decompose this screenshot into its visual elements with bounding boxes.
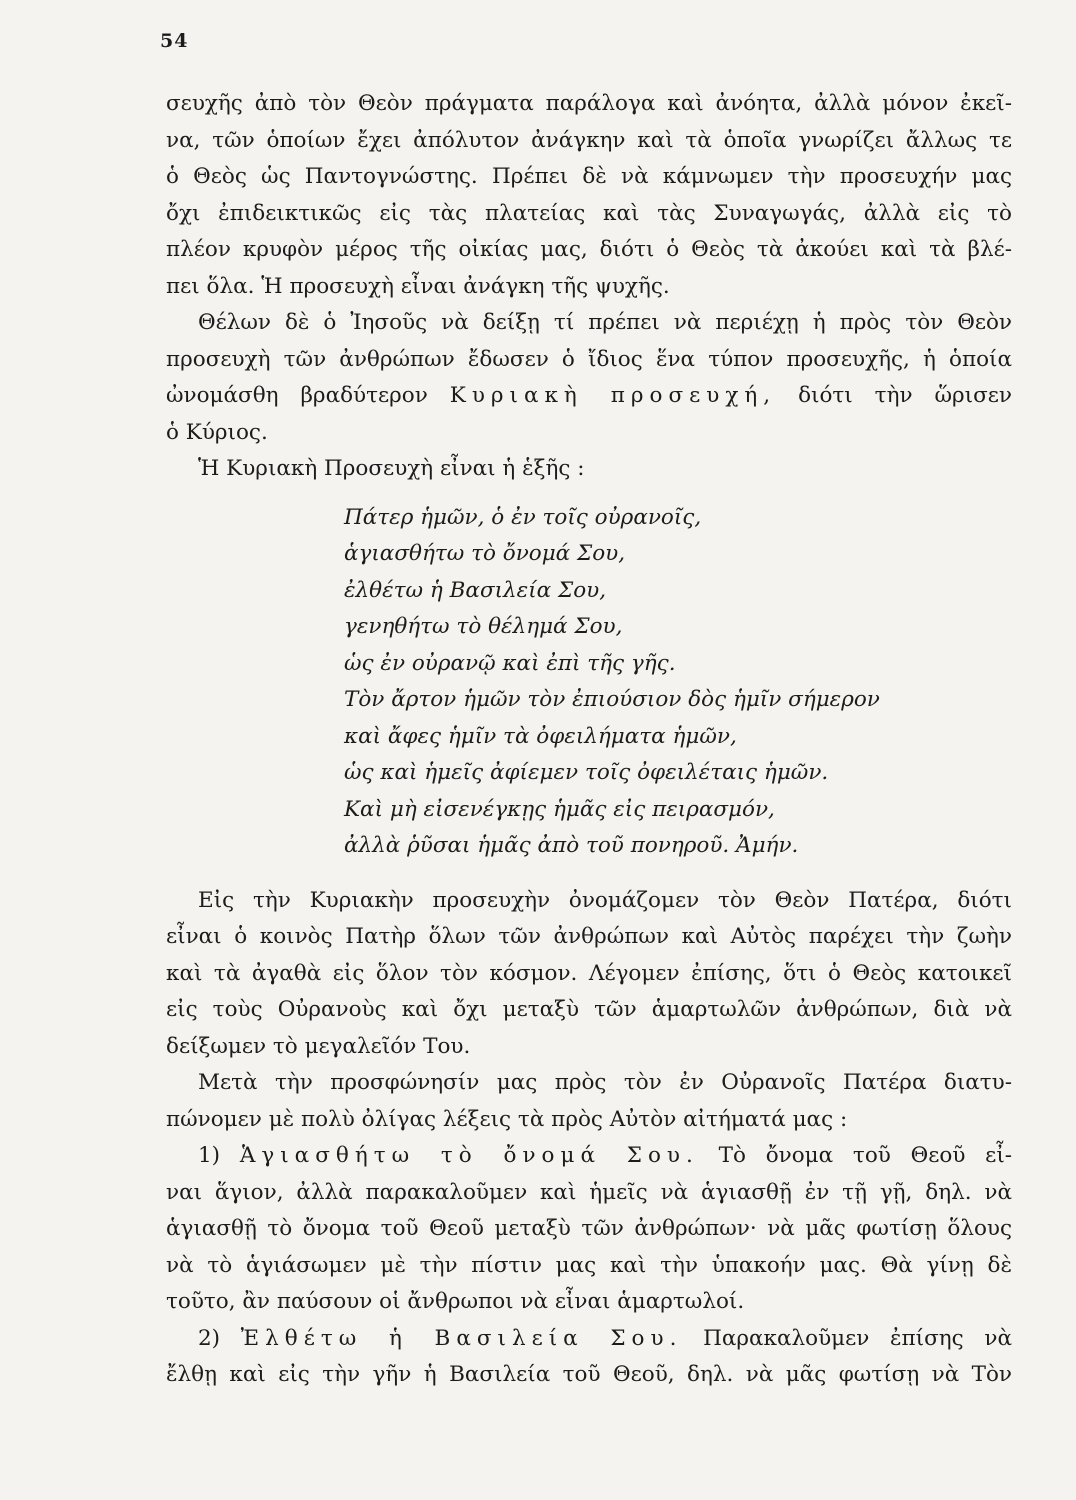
- text-line: ὁ Κύριος.: [166, 419, 268, 445]
- text-line: Μετὰ τὴν προσφώνησίν μας πρὸς τὸν ἐν Οὐρανοῖς Πατέρα διατυ-: [198, 1070, 1012, 1095]
- text-line: Εἰς τὴν Κυριακὴν προσευχὴν ὀνομάζομεν τὸν Θεὸν Πατέρα, διότι: [198, 887, 1012, 913]
- item-number: 2): [198, 1325, 221, 1351]
- text-line: καὶ τὰ ἀγαθὰ εἰς ὅλον τὸν κόσμον. Λέγομεν ἐπίσης, ὅτι ὁ Θεὸς κατοικεῖ: [166, 960, 1012, 986]
- paragraph-2: [166, 305, 1012, 451]
- text-line: δείξωμεν τὸ μεγαλεῖόν Του.: [166, 1033, 471, 1059]
- text-line: νὰ τὸ ἁγιάσωμεν μὲ τὴν πίστιν μας καὶ τὴν ὑπακοήν μας. Θὰ γίνῃ δὲ: [166, 1252, 1012, 1278]
- prayer-line: ἁγιασθήτω τὸ ὄνομά Σου,: [344, 541, 626, 566]
- paragraph-5: [166, 1065, 1012, 1138]
- text-line: ἁγιασθῇ τὸ ὄνομα τοῦ Θεοῦ μεταξὺ τῶν ἀνθρώπων· νὰ μᾶς φωτίσῃ ὅλους: [166, 1216, 1012, 1241]
- item-heading: Ἐλθέτω ἡ Βασιλεία Σου.: [240, 1325, 683, 1351]
- text-line: πλέον κρυφὸν μέρος τῆς οἰκίας μας, διότι ὁ Θεὸς τὰ ἀκούει καὶ τὰ βλέ-: [166, 237, 1012, 262]
- text-line: να, τῶν ὁποίων ἔχει ἀπόλυτον ἀνάγκην καὶ τὰ ὁποῖα γνωρίζει ἄλλως τε: [166, 127, 1012, 153]
- paragraph-4: [166, 883, 1012, 1066]
- page-text: [166, 86, 1012, 1394]
- text-line: ὁ Θεὸς ὡς Παντογνώστης. Πρέπει δὲ νὰ κάμνωμεν τὴν προσευχήν μας: [166, 164, 1012, 189]
- text-line: εἰς τοὺς Οὐρανοὺς καὶ ὄχι μεταξὺ τῶν ἁμαρτωλῶν ἀνθρώπων, διὰ νὰ: [166, 997, 1012, 1022]
- prayer-line: ὡς καὶ ἡμεῖς ἀφίεμεν τοῖς ὀφειλέταις ἡμῶν.: [344, 760, 829, 785]
- list-item-2: [166, 1321, 1012, 1394]
- prayer-line: ἀλλὰ ῥῦσαι ἡμᾶς ἀπὸ τοῦ πονηροῦ. Ἀμήν.: [344, 833, 799, 858]
- prayer-line: ἐλθέτω ἡ Βασιλεία Σου,: [344, 577, 607, 603]
- prayer-line: Τὸν ἄρτον ἡμῶν τὸν ἐπιούσιον δὸς ἡμῖν σήμερον: [344, 687, 880, 712]
- text-line: Ἡ Κυριακὴ Προσευχὴ εἶναι ἡ ἑξῆς :: [198, 456, 585, 481]
- text-segment: Τὸ ὄνομα τοῦ Θεοῦ εἶ-: [718, 1143, 1013, 1168]
- text-line: [166, 1138, 1012, 1175]
- text-line: ἔλθῃ καὶ εἰς τὴν γῆν ἡ Βασιλεία τοῦ Θεοῦ, δηλ. νὰ μᾶς φωτίσῃ νὰ Τὸν: [166, 1362, 1012, 1387]
- text-line: πει ὅλα. Ἡ προσευχὴ εἶναι ἀνάγκη τῆς ψυχῆς.: [166, 273, 670, 299]
- list-item-1: [166, 1138, 1012, 1321]
- text-segment: διότι τὴν ὥρισεν: [798, 383, 1012, 408]
- text-line: σευχῆς ἀπὸ τὸν Θεὸν πράγματα παράλογα καὶ ἀνόητα, ἀλλὰ μόνον ἐκεῖ-: [166, 91, 1012, 116]
- prayer-line: καὶ ἄφες ἡμῖν τὰ ὀφειλήματα ἡμῶν,: [344, 723, 737, 749]
- text-line: ὄχι ἐπιδεικτικῶς εἰς τὰς πλατείας καὶ τὰς Συναγωγάς, ἀλλὰ εἰς τὸ: [166, 200, 1012, 226]
- prayer-line: Πάτερ ἡμῶν, ὁ ἐν τοῖς οὐρανοῖς,: [344, 504, 702, 530]
- text-line: προσευχὴ τῶν ἀνθρώπων ἔδωσεν ὁ ἴδιος ἕνα τύπον προσευχῆς, ἡ ὁποία: [166, 346, 1012, 372]
- paragraph-1: [166, 86, 1012, 305]
- prayer-line: Καὶ μὴ εἰσενέγκῃς ἡμᾶς εἰς πειρασμόν,: [344, 796, 775, 822]
- text-line: Θέλων δὲ ὁ Ἰησοῦς νὰ δείξῃ τί πρέπει νὰ περιέχῃ ἡ πρὸς τὸν Θεὸν: [198, 310, 1012, 335]
- prayer-block: [166, 500, 1012, 865]
- page-number: 54: [160, 30, 189, 52]
- text-line: εἶναι ὁ κοινὸς Πατὴρ ὅλων τῶν ἀνθρώπων καὶ Αὐτὸς παρέχει τὴν ζωὴν: [166, 924, 1012, 949]
- item-number: 1): [198, 1143, 221, 1168]
- text-line: ναι ἅγιον, ἀλλὰ παρακαλοῦμεν καὶ ἡμεῖς νὰ ἁγιασθῇ ἐν τῇ γῇ, δηλ. νὰ: [166, 1179, 1012, 1205]
- prayer-line: γενηθήτω τὸ θέλημά Σου,: [344, 614, 623, 639]
- text-segment: ὠνομάσθη βραδύτερον: [166, 383, 428, 408]
- emphasized-term: Κυριακὴ προσευχή,: [449, 383, 777, 408]
- item-heading: Ἁγιασθήτω τὸ ὄνομά Σου.: [239, 1143, 699, 1168]
- text-line: τοῦτο, ἂν παύσουν οἱ ἄνθρωποι νὰ εἶναι ἁμαρτωλοί.: [166, 1289, 745, 1314]
- text-line: πώνομεν μὲ πολὺ ὀλίγας λέξεις τὰ πρὸς Αὐτὸν αἰτήματά μας :: [166, 1106, 848, 1132]
- prayer-line: ὡς ἐν οὐρανῷ καὶ ἐπὶ τῆς γῆς.: [344, 650, 676, 676]
- text-line: [166, 1321, 1012, 1358]
- text-line: [166, 378, 1012, 415]
- text-segment: Παρακαλοῦμεν ἐπίσης νὰ: [703, 1325, 1012, 1351]
